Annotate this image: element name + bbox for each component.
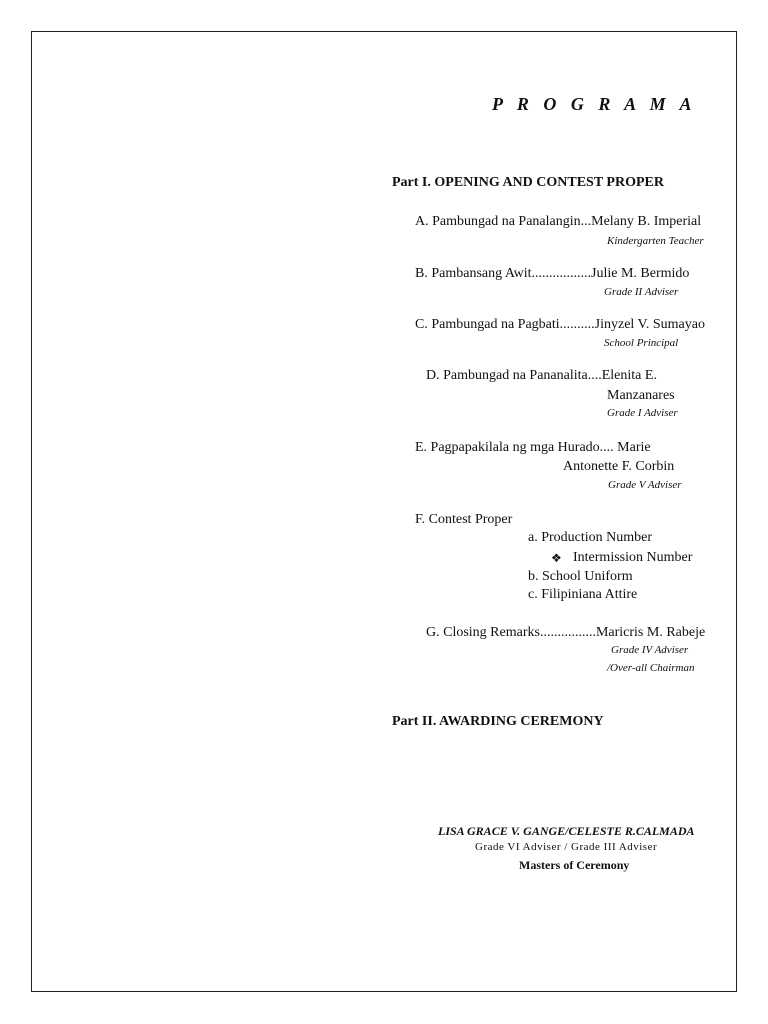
- item-a-role: Kindergarten Teacher: [607, 235, 704, 247]
- item-f-sub-a: a. Production Number: [528, 530, 653, 545]
- footer-title: Masters of Ceremony: [519, 858, 630, 872]
- item-d-cont: Manzanares: [607, 388, 675, 403]
- item-g-role-2: /Over-all Chairman: [607, 662, 695, 674]
- item-e-role: Grade V Adviser: [608, 479, 682, 491]
- part1-heading: Part I. OPENING AND CONTEST PROPER: [392, 175, 664, 190]
- item-c: C. Pambungad na Pagbati..........Jinyzel V. Sumayao: [415, 317, 705, 332]
- program-title: P R O G R A M A: [492, 94, 697, 114]
- item-g: G. Closing Remarks................Maricris M. Rabeje: [426, 625, 706, 640]
- footer-names: LISA GRACE V. GANGE/CELESTE R.CALMADA: [438, 824, 695, 838]
- item-f-sub-b: b. School Uniform: [528, 569, 633, 584]
- item-f: F. Contest Proper: [415, 512, 513, 527]
- item-e: E. Pagpapakilala ng mga Hurado.... Marie: [415, 440, 651, 455]
- item-b-role: Grade II Adviser: [604, 286, 679, 298]
- item-d: D. Pambungad na Pananalita....Elenita E.: [426, 368, 657, 383]
- diamond-bullet-icon: ❖: [551, 551, 562, 565]
- item-c-role: School Principal: [604, 337, 679, 349]
- item-a: A. Pambungad na Panalangin...Melany B. Imperial: [415, 214, 702, 229]
- part2-heading: Part II. AWARDING CEREMONY: [392, 714, 604, 729]
- item-f-sub-c: c. Filipiniana Attire: [528, 587, 638, 602]
- item-g-role-1: Grade IV Adviser: [611, 644, 689, 656]
- footer-roles: Grade VI Adviser / Grade III Adviser: [475, 841, 658, 853]
- item-d-role: Grade I Adviser: [607, 407, 678, 419]
- item-f-intermission: Intermission Number: [573, 550, 693, 565]
- item-b: B. Pambansang Awit.................Julie M. Bermido: [415, 266, 690, 281]
- item-e-cont: Antonette F. Corbin: [563, 459, 675, 474]
